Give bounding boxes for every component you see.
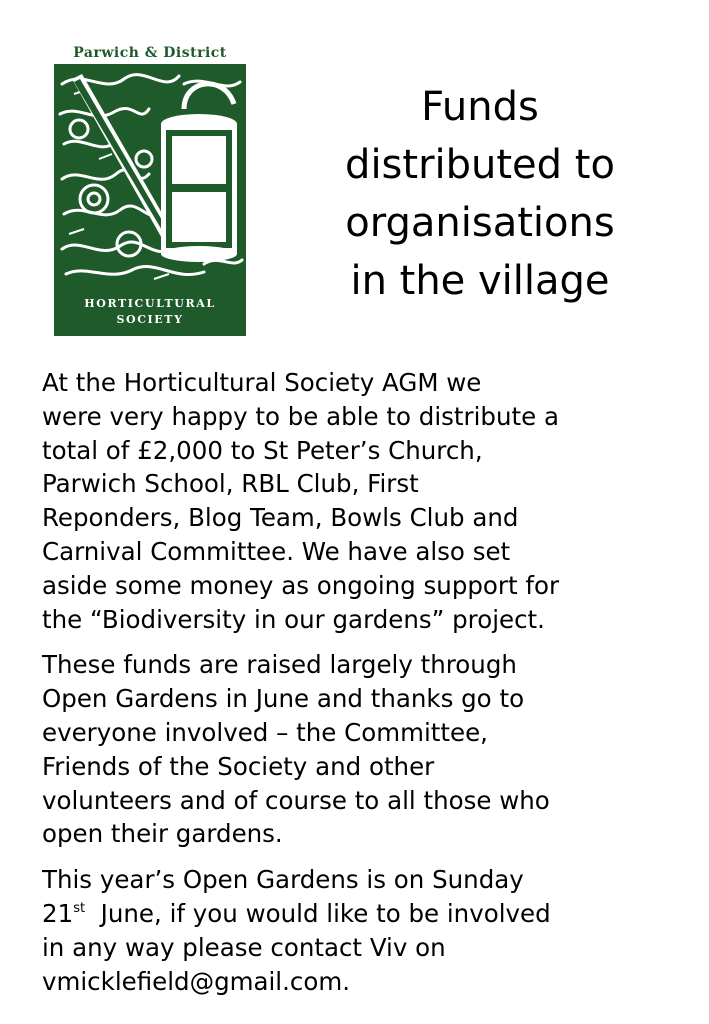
logo-top-text: Parwich & District — [73, 45, 227, 61]
watering-can-logo-art — [54, 64, 246, 290]
society-logo — [52, 42, 248, 338]
date-ordinal: st — [73, 900, 86, 916]
page-title — [290, 78, 670, 310]
text-line: everyone involved – the Committee, — [42, 717, 488, 747]
text-line: Parwich School, RBL Club, First — [42, 469, 419, 499]
text-line: Open Gardens in June and thanks go to — [42, 684, 525, 714]
paragraph-contact — [42, 863, 682, 998]
text-line-date — [42, 897, 682, 931]
text-line: open their gardens. — [42, 819, 283, 849]
title-line: distributed to — [345, 142, 615, 188]
date-rest: June, if you would like to be involved — [85, 898, 551, 928]
logo-band-line-1: HORTICULTURAL — [84, 297, 216, 310]
title-line: in the village — [350, 258, 610, 304]
text-line: At the Horticultural Society AGM we — [42, 368, 482, 397]
text-line: These funds are raised largely through — [42, 650, 517, 680]
text-line: were very happy to be able to distribute a — [42, 401, 559, 431]
text-line: Carnival Committee. We have also set — [42, 536, 511, 566]
logo-band-line-2: SOCIETY — [116, 313, 184, 326]
contact-email: vmicklefield@gmail.com. — [42, 966, 351, 996]
title-line: organisations — [345, 200, 615, 246]
paragraph-open-gardens-thanks — [42, 648, 682, 851]
text-line: Reponders, Blog Team, Bowls Club and — [42, 503, 519, 533]
date-day: 21 — [42, 898, 74, 928]
title-line: Funds — [421, 84, 539, 130]
text-line: in any way please contact Viv on — [42, 932, 446, 962]
text-line: total of £2,000 to St Peter’s Church, — [42, 435, 483, 465]
text-line: volunteers and of course to all those who — [42, 785, 550, 815]
paragraph-agm-distribution — [42, 366, 682, 636]
text-line: the “Biodiversity in our gardens” project. — [42, 604, 545, 634]
text-line: This year’s Open Gardens is on Sunday — [42, 865, 524, 895]
text-line: Friends of the Society and other — [42, 751, 435, 781]
text-line: aside some money as ongoing support for — [42, 570, 560, 600]
logo-band — [54, 290, 246, 336]
article-body — [42, 366, 682, 1010]
